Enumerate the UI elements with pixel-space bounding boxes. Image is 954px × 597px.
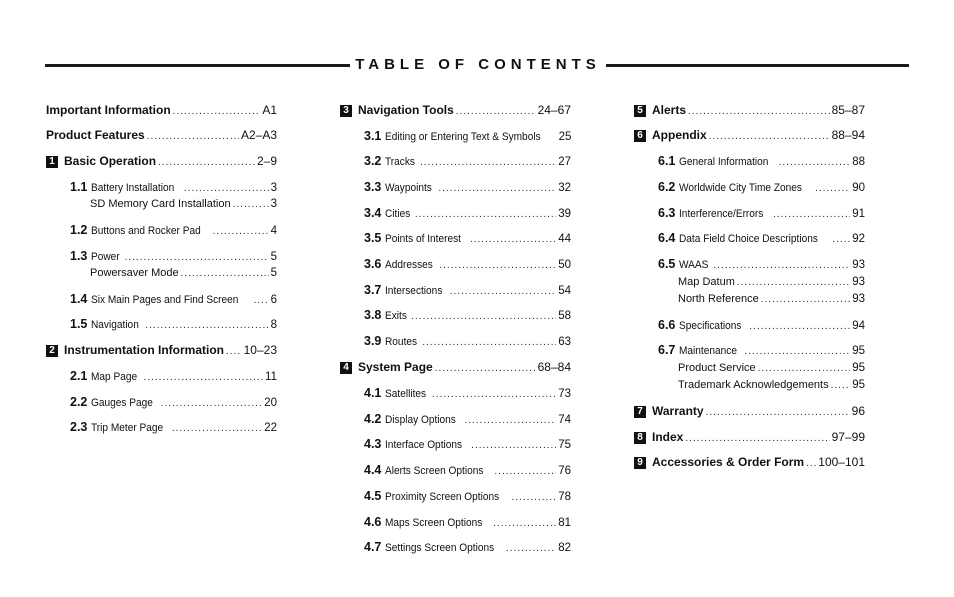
toc-entry-3-5[interactable]: 3.5 Points of Interest ..... 44 — [364, 231, 571, 247]
toc-entry-4-5[interactable]: 4.5 Proximity Screen Options ..... 78 — [364, 489, 571, 505]
section-number-box: 3 — [340, 105, 352, 117]
toc-entry-3-4[interactable]: 3.4 Cities ..... 39 — [364, 206, 571, 222]
section-number-box: 1 — [46, 156, 58, 168]
section-number-box: 5 — [634, 105, 646, 117]
section-number-box: 2 — [46, 345, 58, 357]
section-number-box: 6 — [634, 130, 646, 142]
toc-entry-6-3[interactable]: 6.3 Interference/Errors ..... 91 — [658, 206, 865, 222]
toc-entry-4-6[interactable]: 4.6 Maps Screen Options ..... 81 — [364, 515, 571, 531]
toc-entry-1-1-sd-card[interactable]: SD Memory Card Installation ..... 3 — [90, 197, 277, 212]
section-number-box: 9 — [634, 457, 646, 469]
toc-section-6[interactable]: 6 Appendix ..... 88–94 — [634, 128, 865, 144]
toc-entry-6-2[interactable]: 6.2 Worldwide City Time Zones ..... 90 — [658, 180, 865, 196]
toc-section-5[interactable]: 5 Alerts ..... 85–87 — [634, 103, 865, 119]
toc-entry-3-1[interactable]: 3.1 Editing or Entering Text & Symbols 25 — [364, 129, 572, 143]
toc-entry-6-1[interactable]: 6.1 General Information ..... 88 — [658, 154, 865, 170]
toc-section-9[interactable]: 9 Accessories & Order Form ..... 100–101 — [634, 455, 865, 471]
page-title: TABLE OF CONTENTS — [355, 56, 601, 73]
toc-entry-product-features[interactable]: Product Features ..... A2–A3 — [46, 128, 277, 144]
toc-entry-3-8[interactable]: 3.8 Exits ..... 58 — [364, 308, 571, 324]
toc-entry-3-3[interactable]: 3.3 Waypoints ..... 32 — [364, 180, 571, 196]
toc-section-7[interactable]: 7 Warranty ..... 96 — [634, 404, 865, 420]
toc-entry-1-2[interactable]: 1.2 Buttons and Rocker Pad ..... 4 — [70, 223, 277, 239]
toc-entry-6-4[interactable]: 6.4 Data Field Choice Descriptions ..... 92 — [658, 231, 865, 247]
section-number-box: 8 — [634, 432, 646, 444]
title-rule-left — [45, 64, 350, 67]
toc-entry-4-2[interactable]: 4.2 Display Options ..... 74 — [364, 412, 571, 428]
toc-entry-4-7[interactable]: 4.7 Settings Screen Options ..... 82 — [364, 540, 571, 556]
toc-entry-1-3-powersaver[interactable]: Powersaver Mode ..... 5 — [90, 266, 277, 281]
toc-entry-6-5-map-datum[interactable]: Map Datum ..... 93 — [678, 275, 865, 290]
toc-entry-3-6[interactable]: 3.6 Addresses ..... 50 — [364, 257, 571, 273]
toc-entry-4-4[interactable]: 4.4 Alerts Screen Options ..... 76 — [364, 463, 571, 479]
section-number-box: 4 — [340, 362, 352, 374]
toc-entry-1-5[interactable]: 1.5 Navigation ..... 8 — [70, 317, 277, 333]
toc-section-1[interactable]: 1 Basic Operation ..... 2–9 — [46, 154, 277, 170]
toc-entry-2-3[interactable]: 2.3 Trip Meter Page ..... 22 — [70, 420, 277, 436]
toc-entry-3-2[interactable]: 3.2 Tracks ..... 27 — [364, 154, 571, 170]
toc-section-2[interactable]: 2 Instrumentation Information ..... 10–23 — [46, 343, 277, 359]
toc-entry-1-1[interactable]: 1.1 Battery Installation ..... 3 — [70, 180, 277, 196]
section-number-box: 7 — [634, 406, 646, 418]
toc-entry-important-information[interactable]: Important Information ..... A1 — [46, 103, 277, 119]
toc-entry-6-6[interactable]: 6.6 Specifications ..... 94 — [658, 318, 865, 334]
toc-entry-4-1[interactable]: 4.1 Satellites ..... 73 — [364, 386, 571, 402]
toc-section-4[interactable]: 4 System Page ..... 68–84 — [340, 360, 571, 376]
toc-entry-1-4[interactable]: 1.4 Six Main Pages and Find Screen ..... 6 — [70, 292, 277, 308]
toc-section-3[interactable]: 3 Navigation Tools ..... 24–67 — [340, 103, 571, 119]
toc-entry-2-2[interactable]: 2.2 Gauges Page ..... 20 — [70, 395, 277, 411]
toc-entry-1-3[interactable]: 1.3 Power ..... 5 — [70, 249, 277, 265]
toc-entry-6-7-product-service[interactable]: Product Service ..... 95 — [678, 361, 865, 376]
toc-entry-6-7[interactable]: 6.7 Maintenance ..... 95 — [658, 343, 865, 359]
toc-entry-3-9[interactable]: 3.9 Routes ..... 63 — [364, 334, 571, 350]
toc-entry-2-1[interactable]: 2.1 Map Page ..... 11 — [70, 369, 277, 385]
toc-entry-6-7-trademark[interactable]: Trademark Acknowledgements ..... 95 — [678, 378, 865, 393]
toc-entry-4-3[interactable]: 4.3 Interface Options ..... 75 — [364, 437, 571, 453]
toc-entry-6-5-north-reference[interactable]: North Reference ..... 93 — [678, 292, 865, 307]
toc-entry-3-7[interactable]: 3.7 Intersections ..... 54 — [364, 283, 571, 299]
toc-entry-6-5[interactable]: 6.5 WAAS ..... 93 — [658, 257, 865, 273]
toc-section-8[interactable]: 8 Index ..... 97–99 — [634, 430, 865, 446]
title-rule-right — [606, 64, 909, 67]
